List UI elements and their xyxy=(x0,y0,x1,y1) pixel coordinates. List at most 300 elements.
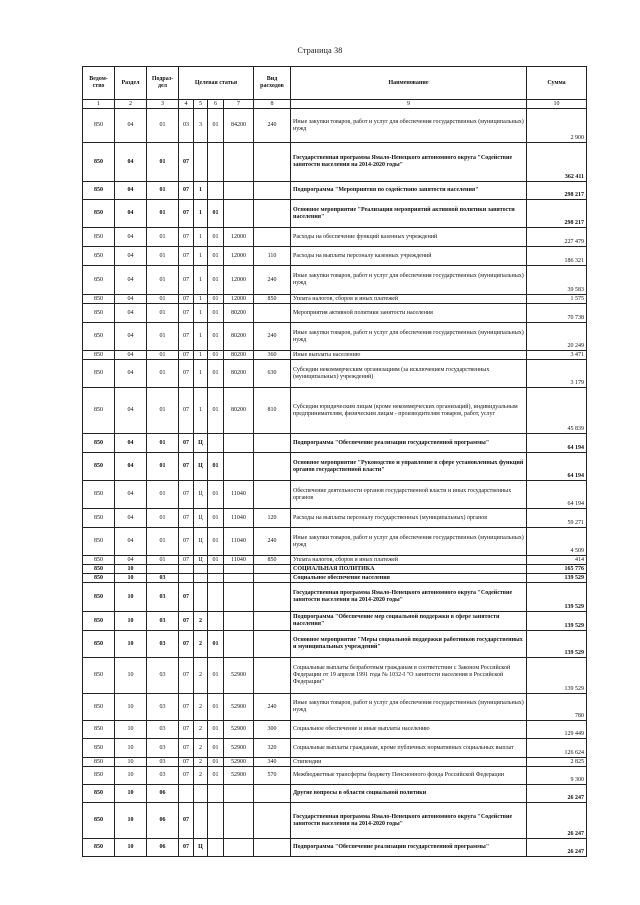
subprogram-cell xyxy=(194,803,208,839)
vid-cell: 320 xyxy=(254,739,291,758)
program-cell: 07 xyxy=(179,631,194,658)
name-cell: Государственная программа Ямало-Ненецкого автономного округа "Содействие занятости населения на 2014-2020 годы" xyxy=(291,143,527,182)
table-row xyxy=(83,631,587,658)
subprogram-cell: 2 xyxy=(194,612,208,631)
table-row xyxy=(83,304,587,323)
name-cell: Иные закупки товаров, работ и услуг для обеспечения государственных (муниципальных) нужд xyxy=(291,528,527,556)
event-cell: 01 xyxy=(208,304,224,323)
razdel-cell: 04 xyxy=(115,556,147,565)
table-row xyxy=(83,839,587,857)
sum-cell: 165 776 xyxy=(527,565,587,574)
razdel-cell: 10 xyxy=(115,574,147,583)
sum-cell: 2 825 xyxy=(527,758,587,767)
event-cell: 01 xyxy=(208,658,224,694)
subprogram-cell: 1 xyxy=(194,360,208,388)
program-cell: 07 xyxy=(179,803,194,839)
vid-cell xyxy=(254,434,291,453)
direction-cell xyxy=(224,143,254,182)
podrazdel-cell: 03 xyxy=(147,583,179,612)
vedom-cell: 850 xyxy=(83,803,115,839)
vid-cell: 240 xyxy=(254,266,291,295)
program-cell: 07 xyxy=(179,295,194,304)
name-cell: Социальные выплаты безработным гражданам в соответствии с Законом Российской Федерации от 19 апреля 1991 года № 1032-I "О занятости населения в Российской Федерации" xyxy=(291,658,527,694)
table-row xyxy=(83,182,587,200)
podrazdel-cell: 01 xyxy=(147,295,179,304)
vedom-cell: 850 xyxy=(83,658,115,694)
subprogram-cell xyxy=(194,583,208,612)
sum-cell: 26 247 xyxy=(527,839,587,857)
subprogram-cell xyxy=(194,565,208,574)
podrazdel-cell: 01 xyxy=(147,143,179,182)
table-row xyxy=(83,266,587,295)
event-cell: 01 xyxy=(208,509,224,528)
vid-cell: 300 xyxy=(254,721,291,739)
program-cell: 07 xyxy=(179,228,194,247)
razdel-cell: 04 xyxy=(115,388,147,434)
program-cell: 07 xyxy=(179,481,194,509)
column-number: 3 xyxy=(147,100,179,109)
podrazdel-cell: 01 xyxy=(147,556,179,565)
program-cell: 07 xyxy=(179,304,194,323)
program-cell: 07 xyxy=(179,434,194,453)
name-cell: Социальное обеспечение и иные выплаты населению xyxy=(291,721,527,739)
razdel-cell: 04 xyxy=(115,228,147,247)
name-cell: Иные закупки товаров, работ и услуг для обеспечения государственных (муниципальных) нужд xyxy=(291,694,527,721)
program-cell: 07 xyxy=(179,266,194,295)
event-cell: 01 xyxy=(208,247,224,266)
vid-cell xyxy=(254,631,291,658)
name-cell: Стипендии xyxy=(291,758,527,767)
sum-cell: 780 xyxy=(527,694,587,721)
podrazdel-cell: 03 xyxy=(147,612,179,631)
table-row xyxy=(83,767,587,785)
subprogram-cell xyxy=(194,143,208,182)
razdel-cell: 04 xyxy=(115,509,147,528)
name-cell: Мероприятия активной политики занятости населения xyxy=(291,304,527,323)
table-row xyxy=(83,556,587,565)
subprogram-cell xyxy=(194,785,208,803)
vedom-cell: 850 xyxy=(83,434,115,453)
column-number: 7 xyxy=(224,100,254,109)
event-cell: 01 xyxy=(208,351,224,360)
razdel-cell: 04 xyxy=(115,528,147,556)
vedom-cell: 850 xyxy=(83,200,115,228)
vid-cell: 570 xyxy=(254,767,291,785)
sum-cell: 227 479 xyxy=(527,228,587,247)
column-number: 5 xyxy=(194,100,208,109)
program-cell: 07 xyxy=(179,323,194,351)
event-cell: 01 xyxy=(208,266,224,295)
sum-cell: 139 529 xyxy=(527,631,587,658)
direction-cell: 80200 xyxy=(224,304,254,323)
subprogram-cell: 1 xyxy=(194,304,208,323)
vedom-cell: 850 xyxy=(83,109,115,143)
podrazdel-cell: 03 xyxy=(147,631,179,658)
table-row xyxy=(83,565,587,574)
direction-cell: 11040 xyxy=(224,481,254,509)
direction-cell: 12000 xyxy=(224,228,254,247)
header-vid: Вид расходов xyxy=(254,67,291,100)
program-cell: 03 xyxy=(179,109,194,143)
table-row xyxy=(83,143,587,182)
subprogram-cell: 1 xyxy=(194,295,208,304)
direction-cell xyxy=(224,612,254,631)
table-row xyxy=(83,612,587,631)
razdel-cell: 04 xyxy=(115,453,147,481)
subprogram-cell: 1 xyxy=(194,323,208,351)
program-cell: 07 xyxy=(179,767,194,785)
direction-cell xyxy=(224,565,254,574)
table-row xyxy=(83,109,587,143)
razdel-cell: 10 xyxy=(115,739,147,758)
podrazdel-cell: 01 xyxy=(147,509,179,528)
vedom-cell: 850 xyxy=(83,304,115,323)
direction-cell: 84200 xyxy=(224,109,254,143)
sum-cell: 64 194 xyxy=(527,434,587,453)
subprogram-cell: Ц xyxy=(194,528,208,556)
razdel-cell: 10 xyxy=(115,767,147,785)
vid-cell xyxy=(254,565,291,574)
vedom-cell: 850 xyxy=(83,295,115,304)
podrazdel-cell: 01 xyxy=(147,481,179,509)
program-cell: 07 xyxy=(179,509,194,528)
razdel-cell: 04 xyxy=(115,143,147,182)
sum-cell: 139 529 xyxy=(527,658,587,694)
vid-cell: 850 xyxy=(254,556,291,565)
vid-cell xyxy=(254,583,291,612)
subprogram-cell: 2 xyxy=(194,767,208,785)
name-cell: Иные выплаты населению xyxy=(291,351,527,360)
vid-cell: 240 xyxy=(254,694,291,721)
subprogram-cell: 2 xyxy=(194,721,208,739)
vid-cell xyxy=(254,228,291,247)
direction-cell: 11040 xyxy=(224,528,254,556)
vid-cell xyxy=(254,612,291,631)
direction-cell xyxy=(224,803,254,839)
podrazdel-cell: 03 xyxy=(147,658,179,694)
vedom-cell: 850 xyxy=(83,612,115,631)
podrazdel-cell: 01 xyxy=(147,109,179,143)
sum-cell: 64 194 xyxy=(527,453,587,481)
sum-cell: 362 411 xyxy=(527,143,587,182)
podrazdel-cell: 06 xyxy=(147,803,179,839)
event-cell: 01 xyxy=(208,694,224,721)
table-row xyxy=(83,803,587,839)
sum-cell: 1 575 xyxy=(527,295,587,304)
razdel-cell: 10 xyxy=(115,721,147,739)
subprogram-cell: 1 xyxy=(194,266,208,295)
column-number: 4 xyxy=(179,100,194,109)
podrazdel-cell: 01 xyxy=(147,182,179,200)
event-cell: 01 xyxy=(208,295,224,304)
podrazdel-cell: 03 xyxy=(147,721,179,739)
sum-cell: 70 738 xyxy=(527,304,587,323)
sum-cell: 26 247 xyxy=(527,803,587,839)
event-cell: 01 xyxy=(208,360,224,388)
razdel-cell: 10 xyxy=(115,694,147,721)
razdel-cell: 10 xyxy=(115,803,147,839)
header-vedom: Ведом-ство xyxy=(83,67,115,100)
event-cell xyxy=(208,565,224,574)
vedom-cell: 850 xyxy=(83,528,115,556)
vedom-cell: 850 xyxy=(83,739,115,758)
table-row xyxy=(83,453,587,481)
event-cell: 01 xyxy=(208,481,224,509)
sum-cell: 414 xyxy=(527,556,587,565)
table-row xyxy=(83,694,587,721)
program-cell: 07 xyxy=(179,528,194,556)
table-row xyxy=(83,528,587,556)
header-name: Наименование xyxy=(291,67,527,100)
table-row xyxy=(83,739,587,758)
subprogram-cell: 2 xyxy=(194,694,208,721)
vid-cell xyxy=(254,839,291,857)
header-sum: Сумма xyxy=(527,67,587,100)
event-cell: 01 xyxy=(208,767,224,785)
program-cell: 07 xyxy=(179,247,194,266)
name-cell: Расходы на обеспечение функций казенных учреждений xyxy=(291,228,527,247)
direction-cell: 80200 xyxy=(224,351,254,360)
vid-cell: 110 xyxy=(254,247,291,266)
name-cell: СОЦИАЛЬНАЯ ПОЛИТИКА xyxy=(291,565,527,574)
vedom-cell: 850 xyxy=(83,758,115,767)
event-cell: 01 xyxy=(208,228,224,247)
podrazdel-cell: 01 xyxy=(147,266,179,295)
subprogram-cell: 1 xyxy=(194,388,208,434)
podrazdel-cell: 01 xyxy=(147,323,179,351)
vedom-cell: 850 xyxy=(83,360,115,388)
name-cell: Расходы на выплаты персоналу государственных (муниципальных) органов xyxy=(291,509,527,528)
event-cell xyxy=(208,583,224,612)
subprogram-cell: Ц xyxy=(194,839,208,857)
vedom-cell: 850 xyxy=(83,785,115,803)
program-cell xyxy=(179,574,194,583)
table-row xyxy=(83,658,587,694)
table-row xyxy=(83,785,587,803)
podrazdel-cell: 03 xyxy=(147,739,179,758)
column-number: 9 xyxy=(291,100,527,109)
event-cell: 01 xyxy=(208,323,224,351)
name-cell: Государственная программа Ямало-Ненецкого автономного округа "Содействие занятости населения на 2014-2020 годы" xyxy=(291,803,527,839)
event-cell: 01 xyxy=(208,758,224,767)
razdel-cell: 10 xyxy=(115,631,147,658)
name-cell: Субсидии некоммерческим организациям (за исключением государственных (муниципальных) учреждений) xyxy=(291,360,527,388)
razdel-cell: 10 xyxy=(115,785,147,803)
vid-cell: 240 xyxy=(254,528,291,556)
razdel-cell: 04 xyxy=(115,304,147,323)
razdel-cell: 04 xyxy=(115,109,147,143)
name-cell: Обеспечение деятельности органов государственной власти и иных государственных органов xyxy=(291,481,527,509)
razdel-cell: 04 xyxy=(115,200,147,228)
column-number-row xyxy=(83,100,587,109)
vid-cell: 850 xyxy=(254,295,291,304)
direction-cell: 80200 xyxy=(224,360,254,388)
event-cell xyxy=(208,143,224,182)
sum-cell: 20 249 xyxy=(527,323,587,351)
name-cell: Уплата налогов, сборов и иных платежей xyxy=(291,556,527,565)
podrazdel-cell: 01 xyxy=(147,434,179,453)
vedom-cell: 850 xyxy=(83,481,115,509)
program-cell: 07 xyxy=(179,758,194,767)
name-cell: Подпрограмма "Обеспечение реализации государственной программы" xyxy=(291,434,527,453)
event-cell: 01 xyxy=(208,631,224,658)
event-cell xyxy=(208,574,224,583)
direction-cell: 52900 xyxy=(224,758,254,767)
podrazdel-cell xyxy=(147,565,179,574)
direction-cell xyxy=(224,574,254,583)
sum-cell: 45 839 xyxy=(527,388,587,434)
razdel-cell: 04 xyxy=(115,360,147,388)
subprogram-cell: Ц xyxy=(194,453,208,481)
vid-cell: 240 xyxy=(254,323,291,351)
vid-cell xyxy=(254,658,291,694)
razdel-cell: 10 xyxy=(115,839,147,857)
subprogram-cell: 2 xyxy=(194,739,208,758)
program-cell: 07 xyxy=(179,839,194,857)
table-row xyxy=(83,200,587,228)
podrazdel-cell: 01 xyxy=(147,247,179,266)
vedom-cell: 850 xyxy=(83,228,115,247)
podrazdel-cell: 01 xyxy=(147,228,179,247)
subprogram-cell: 3 xyxy=(194,109,208,143)
podrazdel-cell: 01 xyxy=(147,304,179,323)
subprogram-cell: 1 xyxy=(194,182,208,200)
razdel-cell: 10 xyxy=(115,612,147,631)
vid-cell xyxy=(254,785,291,803)
program-cell: 07 xyxy=(179,453,194,481)
subprogram-cell: Ц xyxy=(194,509,208,528)
vedom-cell: 850 xyxy=(83,509,115,528)
name-cell: Основное мероприятие "Реализация мероприятий активной политики занятости населения" xyxy=(291,200,527,228)
vedom-cell: 850 xyxy=(83,565,115,574)
vid-cell xyxy=(254,304,291,323)
table-row xyxy=(83,583,587,612)
direction-cell: 52900 xyxy=(224,767,254,785)
razdel-cell: 04 xyxy=(115,247,147,266)
event-cell: 01 xyxy=(208,528,224,556)
direction-cell xyxy=(224,631,254,658)
sum-cell: 129 449 xyxy=(527,721,587,739)
direction-cell xyxy=(224,434,254,453)
event-cell: 01 xyxy=(208,721,224,739)
podrazdel-cell: 01 xyxy=(147,528,179,556)
sum-cell: 139 529 xyxy=(527,583,587,612)
razdel-cell: 10 xyxy=(115,565,147,574)
table-row xyxy=(83,388,587,434)
program-cell: 07 xyxy=(179,360,194,388)
sum-cell: 59 271 xyxy=(527,509,587,528)
subprogram-cell: 2 xyxy=(194,658,208,694)
table-row xyxy=(83,758,587,767)
column-number: 1 xyxy=(83,100,115,109)
subprogram-cell: 2 xyxy=(194,758,208,767)
subprogram-cell: 1 xyxy=(194,200,208,228)
direction-cell xyxy=(224,839,254,857)
table-row xyxy=(83,228,587,247)
program-cell: 07 xyxy=(179,200,194,228)
podrazdel-cell: 06 xyxy=(147,839,179,857)
name-cell: Основное мероприятие "Меры социальной поддержки работников государственных и муниципальных учреждений" xyxy=(291,631,527,658)
direction-cell xyxy=(224,583,254,612)
direction-cell: 11040 xyxy=(224,509,254,528)
event-cell xyxy=(208,803,224,839)
program-cell xyxy=(179,785,194,803)
event-cell: 01 xyxy=(208,556,224,565)
razdel-cell: 10 xyxy=(115,658,147,694)
sum-cell: 3 471 xyxy=(527,351,587,360)
razdel-cell: 04 xyxy=(115,351,147,360)
direction-cell: 12000 xyxy=(224,266,254,295)
event-cell xyxy=(208,839,224,857)
vedom-cell: 850 xyxy=(83,556,115,565)
sum-cell: 298 217 xyxy=(527,200,587,228)
podrazdel-cell: 01 xyxy=(147,351,179,360)
razdel-cell: 10 xyxy=(115,758,147,767)
sum-cell: 4 509 xyxy=(527,528,587,556)
event-cell xyxy=(208,612,224,631)
podrazdel-cell: 01 xyxy=(147,453,179,481)
event-cell: 01 xyxy=(208,739,224,758)
sum-cell: 139 529 xyxy=(527,574,587,583)
vid-cell: 240 xyxy=(254,109,291,143)
table-row xyxy=(83,323,587,351)
direction-cell xyxy=(224,182,254,200)
subprogram-cell: Ц xyxy=(194,481,208,509)
vedom-cell: 850 xyxy=(83,767,115,785)
table-row xyxy=(83,360,587,388)
table-row xyxy=(83,574,587,583)
vedom-cell: 850 xyxy=(83,143,115,182)
program-cell: 07 xyxy=(179,182,194,200)
sum-cell: 298 217 xyxy=(527,182,587,200)
name-cell: Подпрограмма "Обеспечение мер социальной поддержки в сфере занятости населения" xyxy=(291,612,527,631)
sum-cell: 126 624 xyxy=(527,739,587,758)
table-row xyxy=(83,295,587,304)
vedom-cell: 850 xyxy=(83,351,115,360)
vid-cell: 630 xyxy=(254,360,291,388)
subprogram-cell: 1 xyxy=(194,228,208,247)
name-cell: Уплата налогов, сборов и иных платежей xyxy=(291,295,527,304)
sum-cell: 9 300 xyxy=(527,767,587,785)
sum-cell: 64 194 xyxy=(527,481,587,509)
vid-cell xyxy=(254,143,291,182)
program-cell: 07 xyxy=(179,583,194,612)
sum-cell: 139 529 xyxy=(527,612,587,631)
header-razdel: Раздел xyxy=(115,67,147,100)
podrazdel-cell: 03 xyxy=(147,767,179,785)
subprogram-cell: 1 xyxy=(194,351,208,360)
vedom-cell: 850 xyxy=(83,574,115,583)
podrazdel-cell: 03 xyxy=(147,758,179,767)
direction-cell: 12000 xyxy=(224,295,254,304)
page-label: Страница 38 xyxy=(297,46,343,55)
name-cell: Иные закупки товаров, работ и услуг для обеспечения государственных (муниципальных) нужд xyxy=(291,266,527,295)
program-cell: 07 xyxy=(179,388,194,434)
sum-cell: 39 583 xyxy=(527,266,587,295)
vid-cell xyxy=(254,453,291,481)
name-cell: Другие вопросы в области социальной политики xyxy=(291,785,527,803)
vedom-cell: 850 xyxy=(83,631,115,658)
vid-cell xyxy=(254,803,291,839)
program-cell: 07 xyxy=(179,721,194,739)
subprogram-cell: 2 xyxy=(194,631,208,658)
vid-cell: 810 xyxy=(254,388,291,434)
column-number: 10 xyxy=(527,100,587,109)
vid-cell xyxy=(254,200,291,228)
sum-cell: 2 900 xyxy=(527,109,587,143)
name-cell: Межбюджетные трансферты бюджету Пенсионного фонда Российской Федерации xyxy=(291,767,527,785)
direction-cell: 52900 xyxy=(224,694,254,721)
